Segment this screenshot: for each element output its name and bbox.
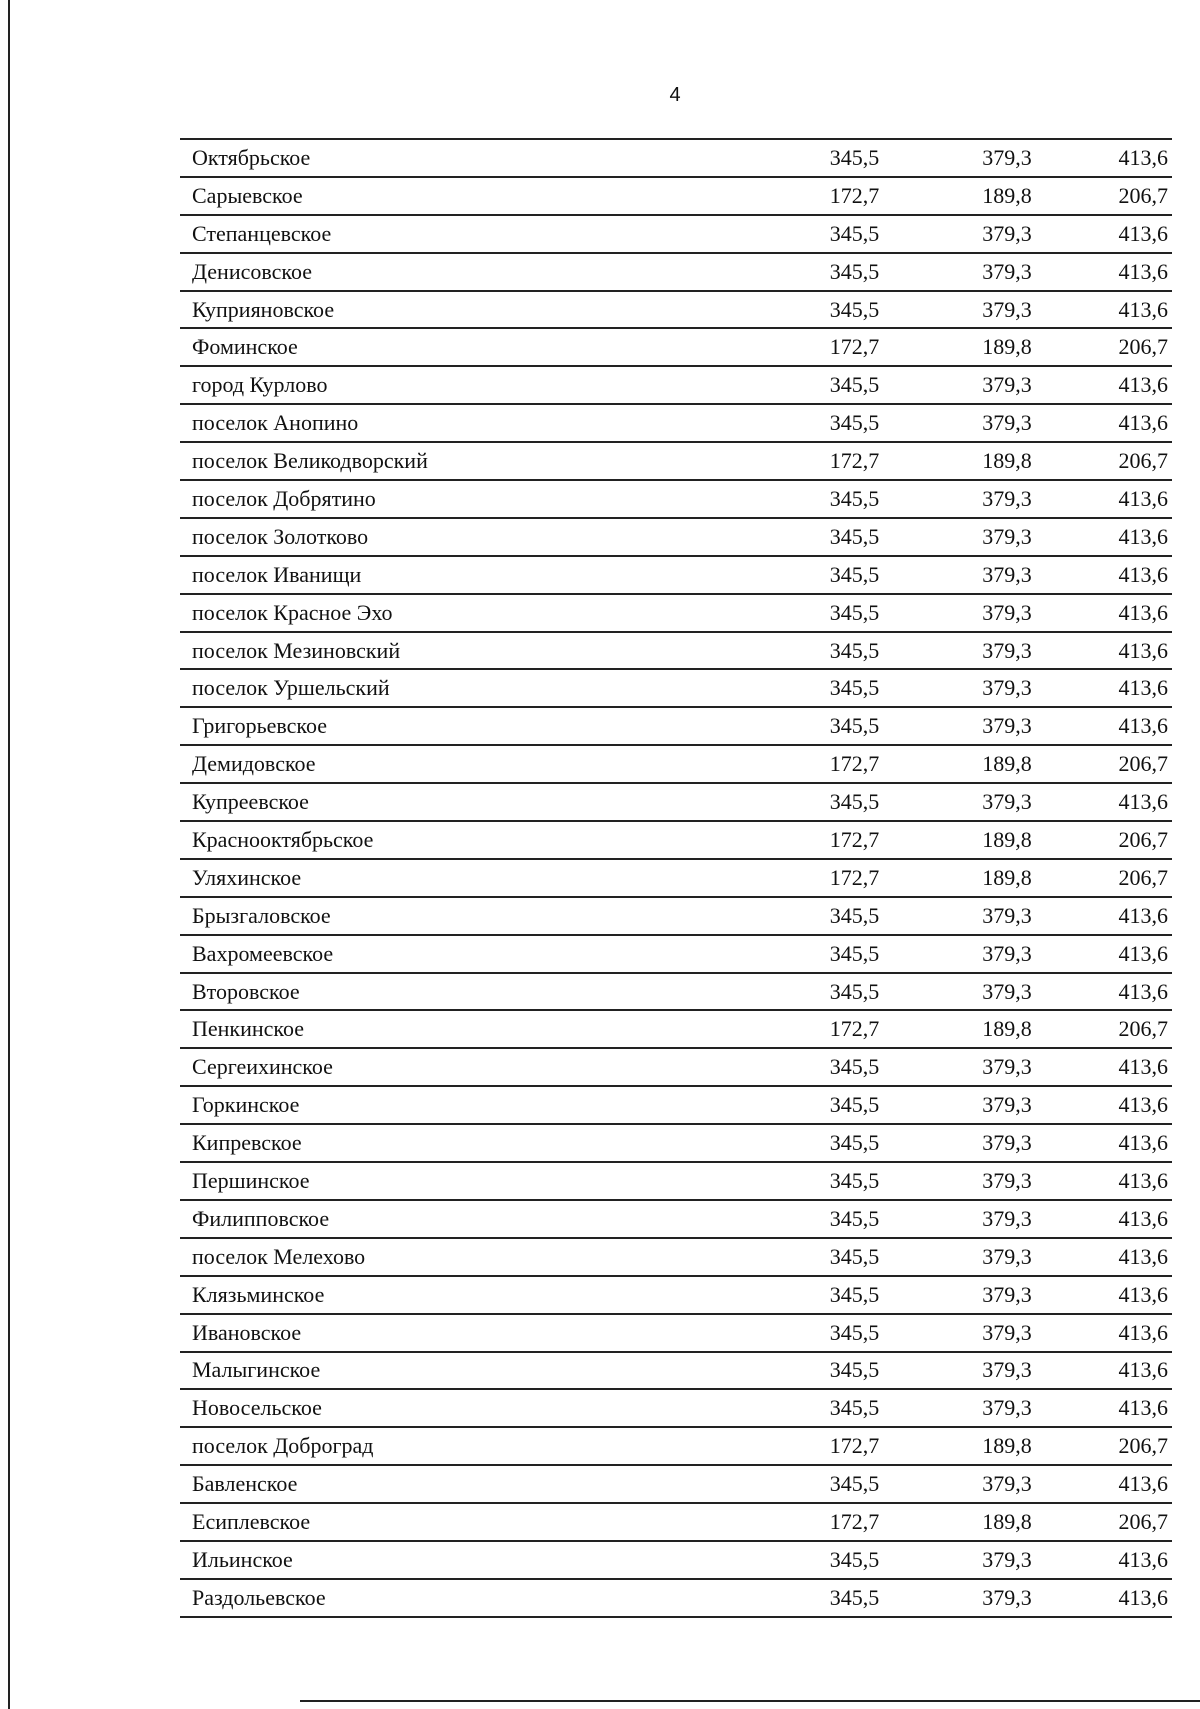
settlement-name-cell: город Курлово bbox=[180, 366, 782, 404]
value-cell-2: 189,8 bbox=[927, 745, 1087, 783]
value-cell-1: 345,5 bbox=[782, 1541, 927, 1579]
value-cell-2: 379,3 bbox=[927, 935, 1087, 973]
table-row bbox=[180, 1465, 1172, 1503]
settlement-name-cell: Купреевское bbox=[180, 783, 782, 821]
table-row bbox=[180, 821, 1172, 859]
table-row bbox=[180, 291, 1172, 329]
tariff-table-body bbox=[180, 139, 1172, 1617]
value-cell-3: 413,6 bbox=[1087, 556, 1172, 594]
settlement-name-cell: Денисовское bbox=[180, 253, 782, 291]
settlement-name-cell: Сарыевское bbox=[180, 177, 782, 215]
value-cell-3: 206,7 bbox=[1087, 1010, 1172, 1048]
settlement-name-cell: Второвское bbox=[180, 973, 782, 1011]
value-cell-2: 379,3 bbox=[927, 1465, 1087, 1503]
value-cell-1: 345,5 bbox=[782, 973, 927, 1011]
table-row bbox=[180, 745, 1172, 783]
value-cell-1: 172,7 bbox=[782, 177, 927, 215]
table-row bbox=[180, 594, 1172, 632]
table-row bbox=[180, 935, 1172, 973]
value-cell-1: 345,5 bbox=[782, 518, 927, 556]
value-cell-2: 379,3 bbox=[927, 783, 1087, 821]
value-cell-1: 172,7 bbox=[782, 859, 927, 897]
table-row bbox=[180, 1276, 1172, 1314]
value-cell-1: 345,5 bbox=[782, 783, 927, 821]
value-cell-2: 379,3 bbox=[927, 1086, 1087, 1124]
page-bottom-line bbox=[300, 1700, 1200, 1702]
table-row bbox=[180, 215, 1172, 253]
value-cell-2: 379,3 bbox=[927, 897, 1087, 935]
value-cell-2: 379,3 bbox=[927, 518, 1087, 556]
value-cell-3: 413,6 bbox=[1087, 1389, 1172, 1427]
value-cell-1: 345,5 bbox=[782, 632, 927, 670]
value-cell-1: 345,5 bbox=[782, 556, 927, 594]
value-cell-3: 413,6 bbox=[1087, 1124, 1172, 1162]
table-row bbox=[180, 1389, 1172, 1427]
value-cell-2: 379,3 bbox=[927, 1124, 1087, 1162]
settlement-name-cell: поселок Мелехово bbox=[180, 1238, 782, 1276]
value-cell-1: 345,5 bbox=[782, 707, 927, 745]
table-row bbox=[180, 1579, 1172, 1617]
table-row bbox=[180, 1162, 1172, 1200]
settlement-name-cell: Клязьминское bbox=[180, 1276, 782, 1314]
value-cell-1: 345,5 bbox=[782, 215, 927, 253]
value-cell-3: 413,6 bbox=[1087, 1238, 1172, 1276]
settlement-name-cell: Степанцевское bbox=[180, 215, 782, 253]
value-cell-1: 345,5 bbox=[782, 897, 927, 935]
table-row bbox=[180, 404, 1172, 442]
value-cell-3: 206,7 bbox=[1087, 1503, 1172, 1541]
value-cell-1: 345,5 bbox=[782, 1314, 927, 1352]
settlement-name-cell: Григорьевское bbox=[180, 707, 782, 745]
settlement-name-cell: Новосельское bbox=[180, 1389, 782, 1427]
table-row bbox=[180, 973, 1172, 1011]
value-cell-2: 379,3 bbox=[927, 1541, 1087, 1579]
settlement-name-cell: Раздольевское bbox=[180, 1579, 782, 1617]
value-cell-3: 413,6 bbox=[1087, 1162, 1172, 1200]
value-cell-1: 172,7 bbox=[782, 328, 927, 366]
table-row bbox=[180, 859, 1172, 897]
settlement-name-cell: Уляхинское bbox=[180, 859, 782, 897]
value-cell-2: 379,3 bbox=[927, 594, 1087, 632]
settlement-name-cell: Фоминское bbox=[180, 328, 782, 366]
value-cell-2: 379,3 bbox=[927, 404, 1087, 442]
value-cell-3: 413,6 bbox=[1087, 783, 1172, 821]
value-cell-3: 206,7 bbox=[1087, 859, 1172, 897]
value-cell-2: 379,3 bbox=[927, 1389, 1087, 1427]
value-cell-1: 172,7 bbox=[782, 745, 927, 783]
value-cell-1: 345,5 bbox=[782, 404, 927, 442]
value-cell-1: 345,5 bbox=[782, 1276, 927, 1314]
table-row bbox=[180, 253, 1172, 291]
settlement-name-cell: поселок Золотково bbox=[180, 518, 782, 556]
settlement-name-cell: Кипревское bbox=[180, 1124, 782, 1162]
table-row bbox=[180, 480, 1172, 518]
value-cell-2: 379,3 bbox=[927, 1276, 1087, 1314]
value-cell-3: 413,6 bbox=[1087, 632, 1172, 670]
settlement-name-cell: Куприяновское bbox=[180, 291, 782, 329]
table-row bbox=[180, 366, 1172, 404]
value-cell-1: 172,7 bbox=[782, 821, 927, 859]
value-cell-3: 206,7 bbox=[1087, 1427, 1172, 1465]
value-cell-1: 172,7 bbox=[782, 1010, 927, 1048]
value-cell-1: 172,7 bbox=[782, 442, 927, 480]
value-cell-3: 413,6 bbox=[1087, 1314, 1172, 1352]
value-cell-2: 379,3 bbox=[927, 480, 1087, 518]
settlement-name-cell: поселок Уршельский bbox=[180, 669, 782, 707]
table-row bbox=[180, 1503, 1172, 1541]
value-cell-3: 413,6 bbox=[1087, 1276, 1172, 1314]
value-cell-2: 379,3 bbox=[927, 215, 1087, 253]
value-cell-2: 379,3 bbox=[927, 366, 1087, 404]
value-cell-3: 413,6 bbox=[1087, 366, 1172, 404]
settlement-name-cell: поселок Мезиновский bbox=[180, 632, 782, 670]
value-cell-3: 413,6 bbox=[1087, 1048, 1172, 1086]
value-cell-3: 413,6 bbox=[1087, 1579, 1172, 1617]
value-cell-3: 206,7 bbox=[1087, 177, 1172, 215]
table-row bbox=[180, 139, 1172, 177]
value-cell-1: 345,5 bbox=[782, 366, 927, 404]
value-cell-3: 413,6 bbox=[1087, 707, 1172, 745]
value-cell-1: 345,5 bbox=[782, 480, 927, 518]
value-cell-3: 413,6 bbox=[1087, 669, 1172, 707]
value-cell-1: 345,5 bbox=[782, 1086, 927, 1124]
value-cell-3: 413,6 bbox=[1087, 1352, 1172, 1390]
table-row bbox=[180, 177, 1172, 215]
value-cell-3: 413,6 bbox=[1087, 594, 1172, 632]
settlement-name-cell: Малыгинское bbox=[180, 1352, 782, 1390]
value-cell-1: 345,5 bbox=[782, 669, 927, 707]
table-row bbox=[180, 632, 1172, 670]
settlement-name-cell: Вахромеевское bbox=[180, 935, 782, 973]
table-row bbox=[180, 442, 1172, 480]
value-cell-3: 413,6 bbox=[1087, 1086, 1172, 1124]
value-cell-2: 379,3 bbox=[927, 1048, 1087, 1086]
value-cell-3: 206,7 bbox=[1087, 745, 1172, 783]
value-cell-2: 379,3 bbox=[927, 556, 1087, 594]
value-cell-1: 172,7 bbox=[782, 1503, 927, 1541]
value-cell-3: 413,6 bbox=[1087, 291, 1172, 329]
value-cell-3: 413,6 bbox=[1087, 1465, 1172, 1503]
value-cell-3: 206,7 bbox=[1087, 328, 1172, 366]
value-cell-2: 379,3 bbox=[927, 973, 1087, 1011]
value-cell-2: 189,8 bbox=[927, 1503, 1087, 1541]
value-cell-2: 189,8 bbox=[927, 442, 1087, 480]
table-row bbox=[180, 518, 1172, 556]
table-row bbox=[180, 556, 1172, 594]
table-row bbox=[180, 1124, 1172, 1162]
value-cell-3: 413,6 bbox=[1087, 404, 1172, 442]
value-cell-3: 413,6 bbox=[1087, 253, 1172, 291]
value-cell-3: 413,6 bbox=[1087, 973, 1172, 1011]
page-number: 4 bbox=[669, 84, 681, 106]
settlement-name-cell: Октябрьское bbox=[180, 139, 782, 177]
value-cell-2: 379,3 bbox=[927, 669, 1087, 707]
value-cell-2: 189,8 bbox=[927, 859, 1087, 897]
table-row bbox=[180, 1086, 1172, 1124]
value-cell-1: 345,5 bbox=[782, 139, 927, 177]
settlement-name-cell: Есиплевское bbox=[180, 1503, 782, 1541]
value-cell-1: 345,5 bbox=[782, 1579, 927, 1617]
settlement-name-cell: Першинское bbox=[180, 1162, 782, 1200]
value-cell-3: 413,6 bbox=[1087, 897, 1172, 935]
settlement-name-cell: поселок Доброград bbox=[180, 1427, 782, 1465]
value-cell-1: 345,5 bbox=[782, 1162, 927, 1200]
value-cell-2: 189,8 bbox=[927, 821, 1087, 859]
settlement-name-cell: Сергеихинское bbox=[180, 1048, 782, 1086]
value-cell-1: 345,5 bbox=[782, 1389, 927, 1427]
value-cell-3: 413,6 bbox=[1087, 215, 1172, 253]
value-cell-1: 345,5 bbox=[782, 1352, 927, 1390]
settlement-name-cell: Пенкинское bbox=[180, 1010, 782, 1048]
settlement-name-cell: Демидовское bbox=[180, 745, 782, 783]
settlement-name-cell: Брызгаловское bbox=[180, 897, 782, 935]
settlement-name-cell: поселок Красное Эхо bbox=[180, 594, 782, 632]
table-row bbox=[180, 1238, 1172, 1276]
value-cell-2: 379,3 bbox=[927, 139, 1087, 177]
value-cell-1: 172,7 bbox=[782, 1427, 927, 1465]
value-cell-2: 379,3 bbox=[927, 632, 1087, 670]
value-cell-2: 379,3 bbox=[927, 1579, 1087, 1617]
value-cell-1: 345,5 bbox=[782, 1238, 927, 1276]
value-cell-2: 189,8 bbox=[927, 1427, 1087, 1465]
table-row bbox=[180, 1010, 1172, 1048]
settlement-name-cell: поселок Великодворский bbox=[180, 442, 782, 480]
settlement-name-cell: Ильинское bbox=[180, 1541, 782, 1579]
settlement-name-cell: Бавленское bbox=[180, 1465, 782, 1503]
table-row bbox=[180, 1541, 1172, 1579]
table-row bbox=[180, 707, 1172, 745]
value-cell-1: 345,5 bbox=[782, 291, 927, 329]
table-row bbox=[180, 669, 1172, 707]
value-cell-2: 189,8 bbox=[927, 328, 1087, 366]
table-row bbox=[180, 1200, 1172, 1238]
value-cell-1: 345,5 bbox=[782, 1200, 927, 1238]
value-cell-3: 413,6 bbox=[1087, 518, 1172, 556]
value-cell-2: 379,3 bbox=[927, 707, 1087, 745]
settlement-name-cell: Филипповское bbox=[180, 1200, 782, 1238]
value-cell-2: 189,8 bbox=[927, 177, 1087, 215]
page-left-edge-line bbox=[8, 0, 10, 1709]
table-row bbox=[180, 1352, 1172, 1390]
value-cell-1: 345,5 bbox=[782, 1465, 927, 1503]
value-cell-3: 413,6 bbox=[1087, 480, 1172, 518]
value-cell-2: 379,3 bbox=[927, 1314, 1087, 1352]
tariff-table bbox=[180, 138, 1172, 1618]
value-cell-1: 345,5 bbox=[782, 935, 927, 973]
settlement-name-cell: поселок Иванищи bbox=[180, 556, 782, 594]
value-cell-3: 413,6 bbox=[1087, 935, 1172, 973]
value-cell-1: 345,5 bbox=[782, 594, 927, 632]
value-cell-2: 379,3 bbox=[927, 1200, 1087, 1238]
table-row bbox=[180, 1427, 1172, 1465]
settlement-name-cell: поселок Анопино bbox=[180, 404, 782, 442]
settlement-name-cell: Краснооктябрьское bbox=[180, 821, 782, 859]
value-cell-2: 379,3 bbox=[927, 1352, 1087, 1390]
value-cell-3: 413,6 bbox=[1087, 139, 1172, 177]
table-row bbox=[180, 897, 1172, 935]
settlement-name-cell: Горкинское bbox=[180, 1086, 782, 1124]
table-row bbox=[180, 783, 1172, 821]
value-cell-1: 345,5 bbox=[782, 1048, 927, 1086]
value-cell-2: 379,3 bbox=[927, 1162, 1087, 1200]
value-cell-3: 206,7 bbox=[1087, 821, 1172, 859]
value-cell-2: 379,3 bbox=[927, 1238, 1087, 1276]
value-cell-1: 345,5 bbox=[782, 253, 927, 291]
value-cell-2: 379,3 bbox=[927, 253, 1087, 291]
value-cell-3: 413,6 bbox=[1087, 1200, 1172, 1238]
table-row bbox=[180, 1314, 1172, 1352]
value-cell-2: 189,8 bbox=[927, 1010, 1087, 1048]
value-cell-1: 345,5 bbox=[782, 1124, 927, 1162]
table-row bbox=[180, 1048, 1172, 1086]
value-cell-2: 379,3 bbox=[927, 291, 1087, 329]
settlement-name-cell: Ивановское bbox=[180, 1314, 782, 1352]
settlement-name-cell: поселок Добрятино bbox=[180, 480, 782, 518]
value-cell-3: 206,7 bbox=[1087, 442, 1172, 480]
value-cell-3: 413,6 bbox=[1087, 1541, 1172, 1579]
table-row bbox=[180, 328, 1172, 366]
